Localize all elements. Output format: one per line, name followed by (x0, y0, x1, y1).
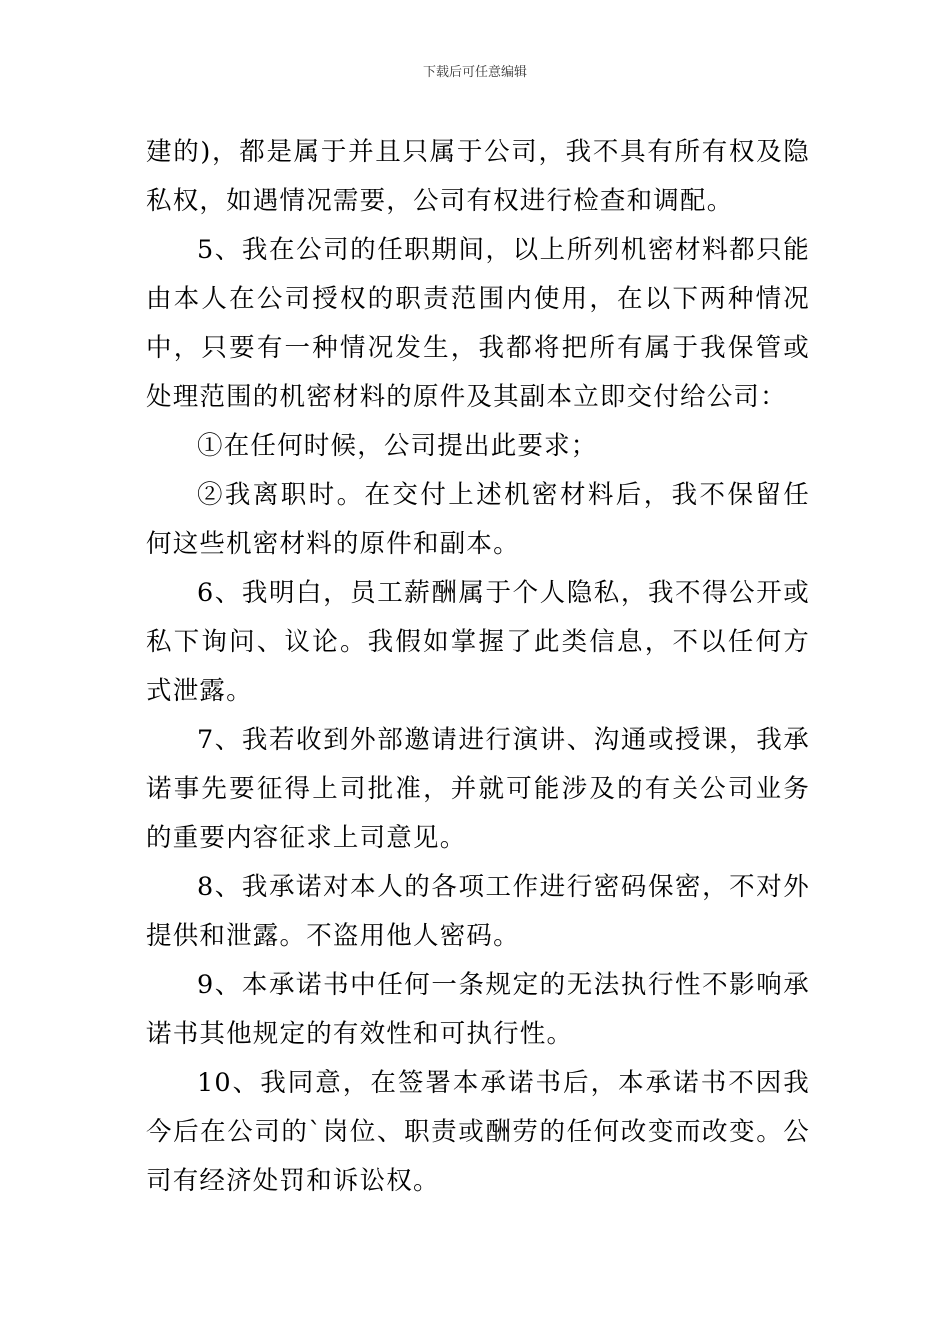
paragraph-continuation: 建的)，都是属于并且只属于公司，我不具有所有权及隐私权，如遇情况需要，公司有权进行检查和调配。 (146, 137, 810, 216)
paragraph-subitem-2: ②我离职时。在交付上述机密材料后，我不保留任何这些机密材料的原件和副本。 (146, 480, 810, 559)
page-header: 下载后可任意编辑 (422, 65, 527, 80)
paragraph-item-7: 7、我若收到外部邀请进行演讲、沟通或授课，我承诺事先要征得上司批准，并就可能涉及的有关公司业务的重要内容征求上司意见。 (146, 725, 810, 853)
paragraph-item-5: 5、我在公司的任职期间，以上所列机密材料都只能由本人在公司授权的职责范围内使用，在以下两种情况中，只要有一种情况发生，我都将把所有属于我保管或处理范围的机密材料的原件及其副本立即交付给公司： (146, 235, 810, 412)
paragraph-item-8: 8、我承诺对本人的各项工作进行密码保密，不对外提供和泄露。不盗用他人密码。 (146, 872, 810, 951)
paragraph-item-9: 9、本承诺书中任何一条规定的无法执行性不影响承诺书其他规定的有效性和可执行性。 (146, 970, 810, 1049)
paragraph-item-10: 10、我同意，在签署本承诺书后，本承诺书不因我今后在公司的`岗位、职责或酬劳的任何改变而改变。公司有经济处罚和诉讼权。 (146, 1068, 810, 1196)
paragraph-subitem-1: ①在任何时候，公司提出此要求； (197, 431, 598, 461)
paragraph-item-6: 6、我明白，员工薪酬属于个人隐私，我不得公开或私下询问、议论。我假如掌握了此类信息，不以任何方式泄露。 (146, 578, 810, 706)
document-body (146, 128, 810, 1206)
